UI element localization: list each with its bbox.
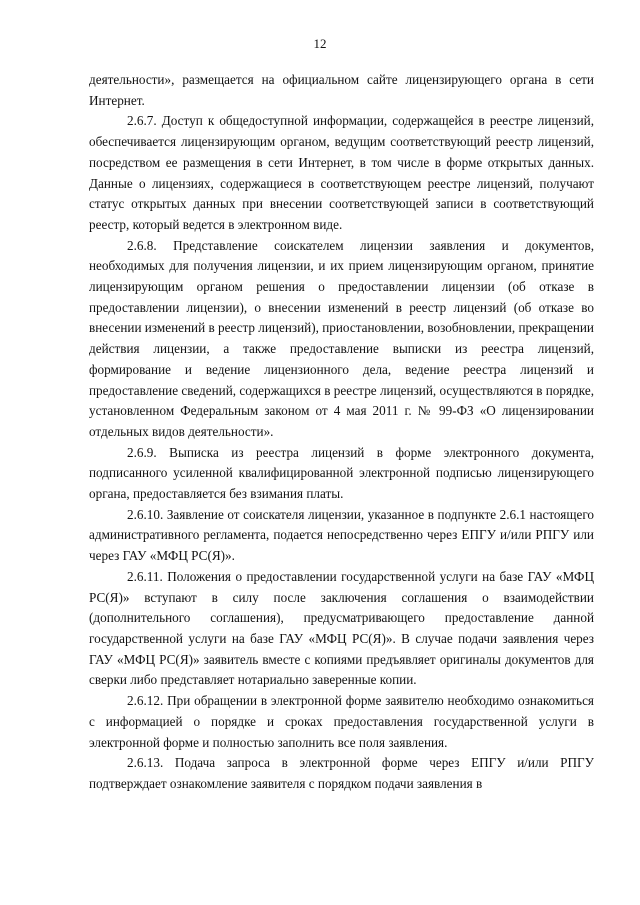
- paragraph-text: деятельности», размещается на официальном сайте лицензирующего органа в сети Интернет.: [89, 72, 594, 108]
- paragraph-2-6-13: [89, 753, 594, 794]
- paragraph-text: При обращении в электронной форме заявителю необходимо ознакомиться с информацией о порядке и сроках предоставления государственной услуги в электронной форме и полностью заполнить все поля заявления.: [89, 693, 594, 750]
- document-body: [89, 70, 594, 795]
- clause-number: 2.6.11.: [127, 568, 163, 584]
- paragraph-2-6-8: [89, 236, 594, 443]
- paragraph-2-6-11: [89, 567, 594, 691]
- paragraph-text: Заявление от соискателя лицензии, указанное в подпункте 2.6.1 настоящего административного регламента, подается непосредственно через ЕПГУ и/или РПГУ или через ГАУ «МФЦ РС(Я)».: [89, 506, 594, 564]
- paragraph-text: Представление соискателем лицензии заявления и документов, необходимых для получения лицензии, и их прием лицензирующим органом, принятие лицензирующим органом решения о предоставлении лицензии (об отказе в предоставлении лицензии), о внесении изменений в реестр лицензий (об отказе во внесении изменений в реестр лицензий), приостановлении, возобновлении, прекращении действия лицензии, а также предоставление выписки из реестра лицензий, формирование и ведение лицензионного дела, ведение реестра лицензий и предоставление сведений, содержащихся в реестре лицензий, осуществляются в порядке, установленном Федеральным законом от 4 мая 2011 г. № 99-ФЗ «О лицензировании отдельных видов деятельности».: [89, 237, 594, 439]
- page-number: 12: [313, 36, 327, 51]
- clause-number: 2.6.12.: [127, 693, 164, 709]
- paragraph-text: Подача запроса в электронной форме через ЕПГУ и/или РПГУ подтверждает ознакомление заявителя с порядком подачи заявления в: [89, 755, 595, 791]
- paragraph-text: Доступ к общедоступной информации, содержащейся в реестре лицензий, обеспечивается лицензирующим органом, ведущим соответствующий реестр лицензий, посредством ее размещения в сети Интернет, в том числе в форме открытых данных. Данные о лицензиях, содержащиеся в соответствующем реестре лицензий, получают статус открытых данных при внесении соответствующей записи в соответствующий реестр, который ведется в электронном виде.: [89, 113, 594, 232]
- clause-number: 2.6.10.: [127, 506, 164, 522]
- paragraph-2-6-9: [89, 443, 594, 505]
- clause-number: 2.6.13.: [127, 755, 164, 771]
- paragraph-text: Положения о предоставлении государственной услуги на базе ГАУ «МФЦ РС(Я)» вступают в силу после заключения соглашения о взаимодействии (дополнительного соглашения), предусматривающего предоставление данной государственной услуги на базе ГАУ «МФЦ РС(Я)». В случае подачи заявления через ГАУ «МФЦ РС(Я)» заявитель вместе с копиями предъявляет оригиналы документов для сверки либо представляет нотариально заверенные копии.: [89, 568, 594, 688]
- paragraph-2-6-10: [89, 505, 594, 567]
- clause-number: 2.6.9.: [127, 444, 157, 460]
- clause-number: 2.6.8.: [127, 237, 157, 253]
- clause-number: 2.6.7.: [127, 113, 157, 129]
- paragraph-2-6-7: [89, 111, 594, 235]
- paragraph-continuation: [89, 70, 594, 111]
- paragraph-text: Выписка из реестра лицензий в форме электронного документа, подписанного усиленной квалифицированной электронной подписью лицензирующего органа, предоставляется без взимания платы.: [89, 444, 595, 502]
- paragraph-2-6-12: [89, 691, 594, 753]
